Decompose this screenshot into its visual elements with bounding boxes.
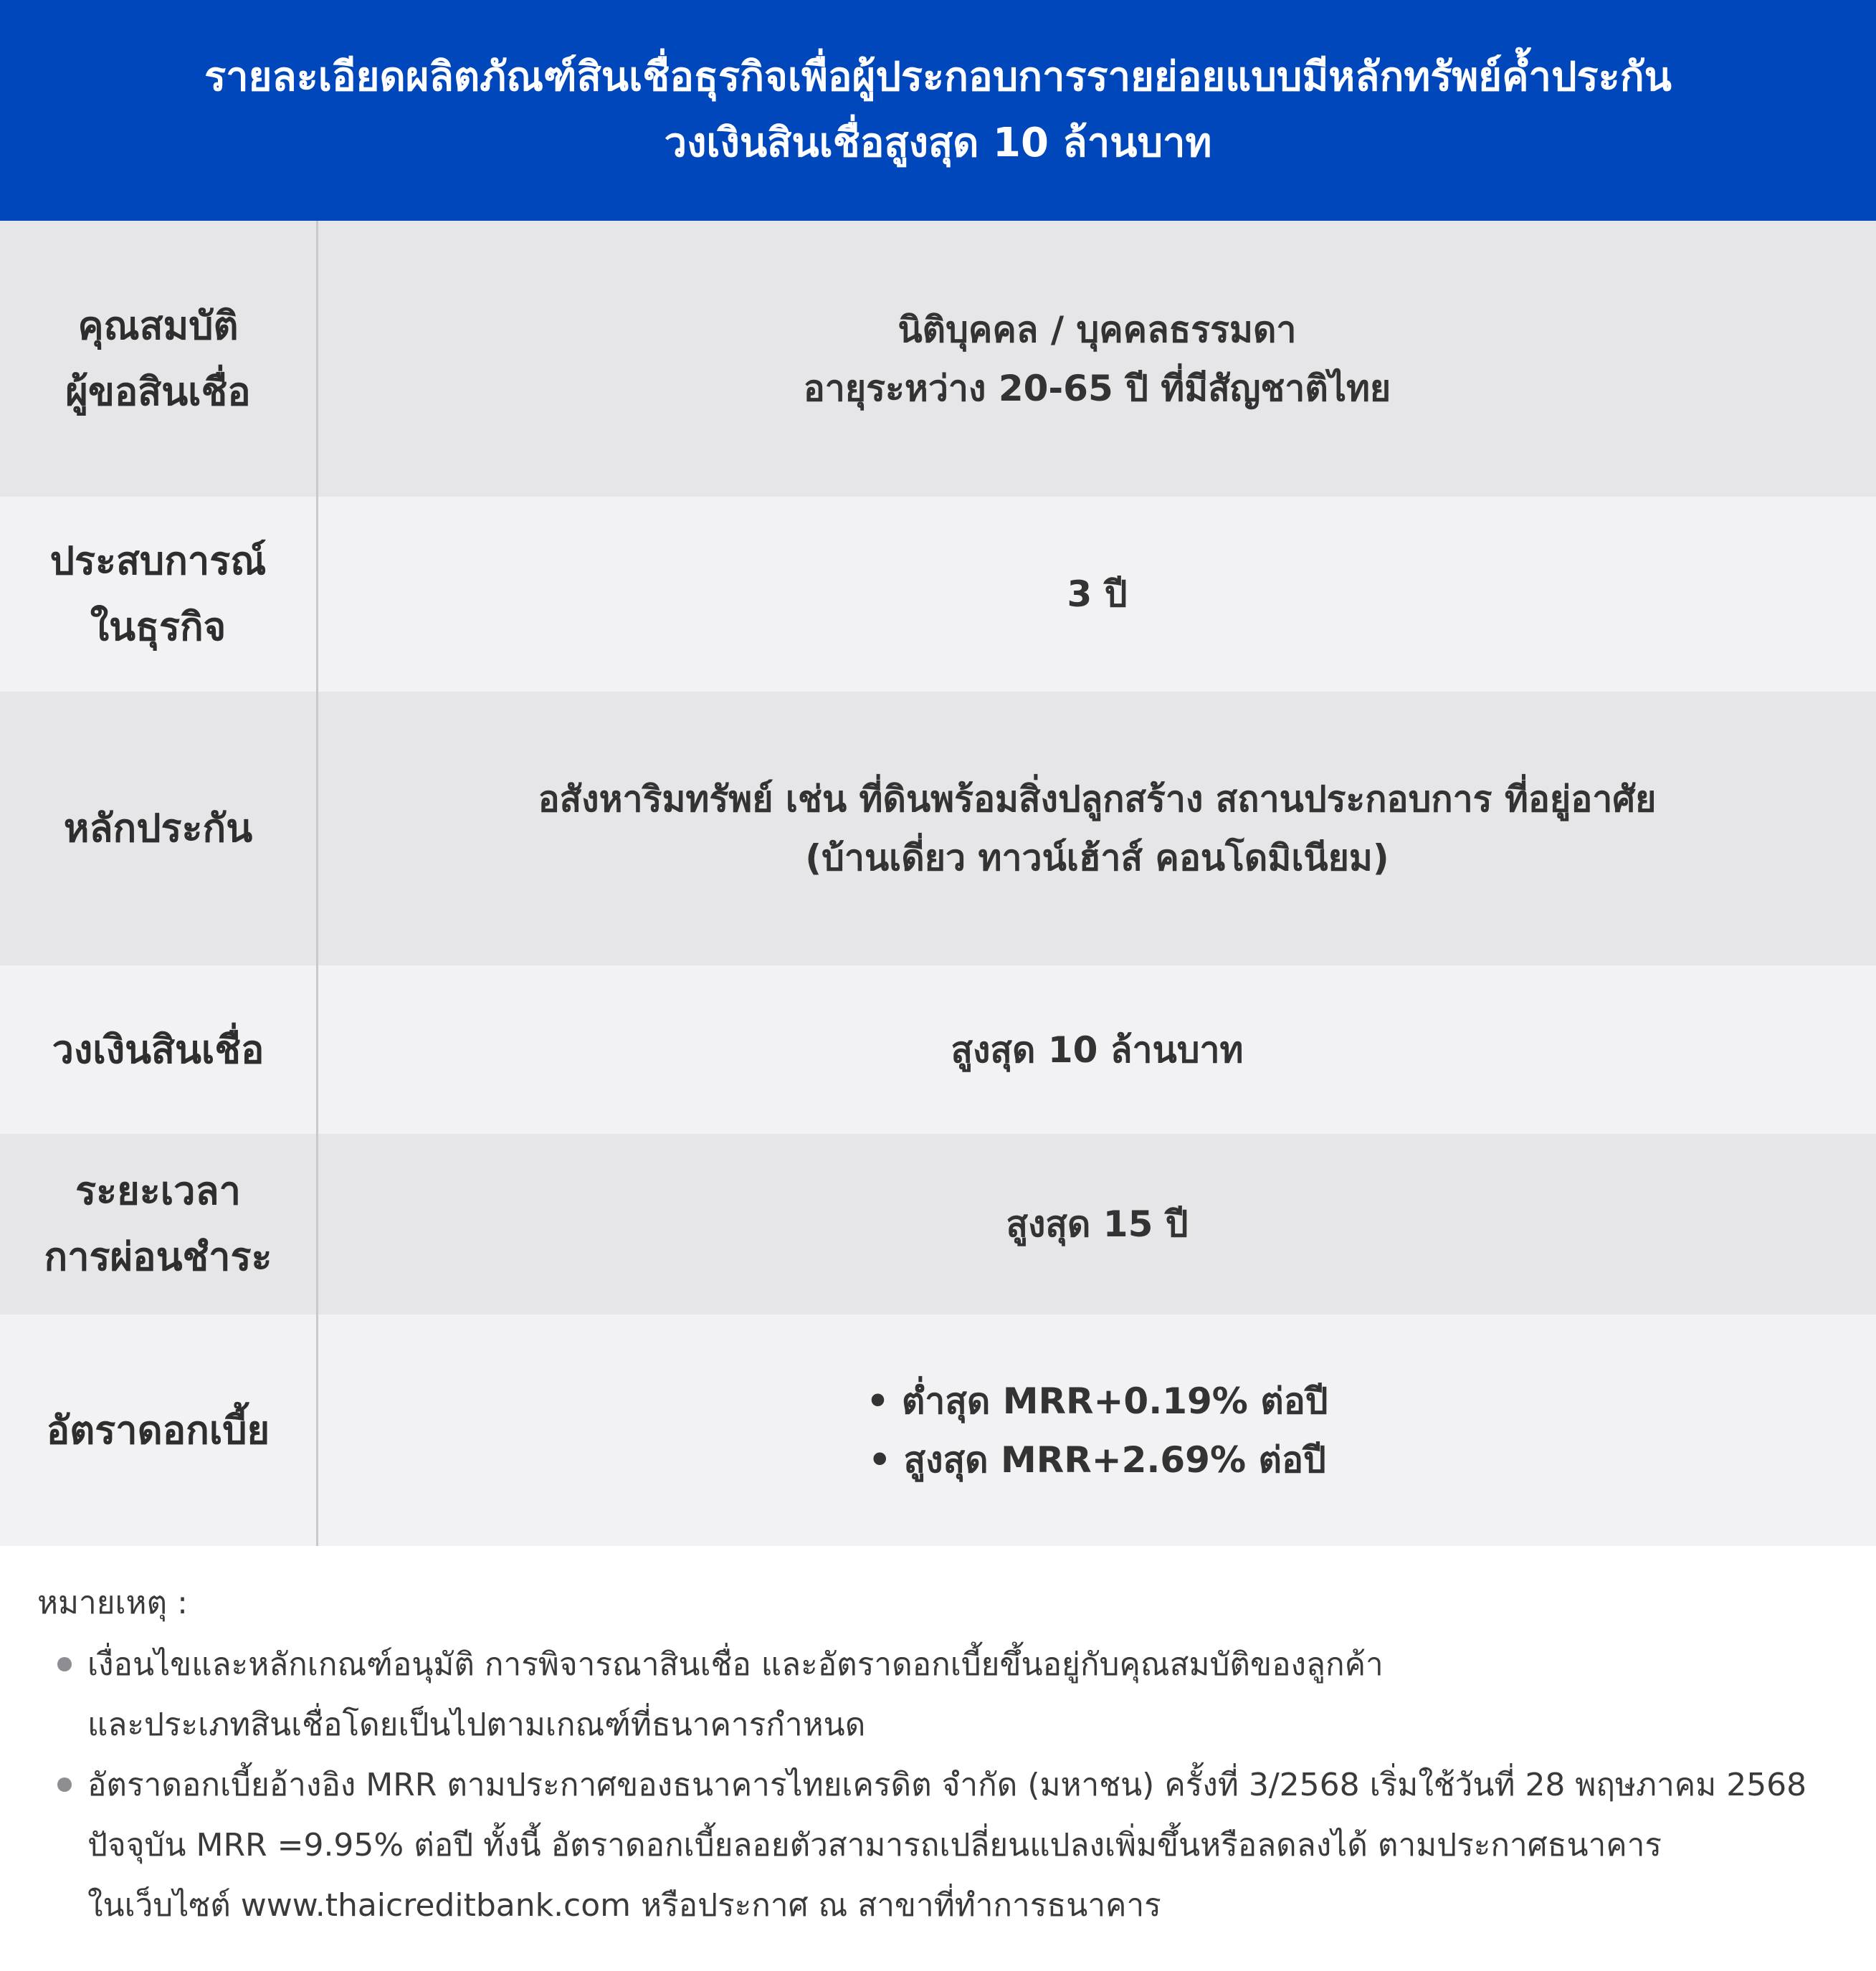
row-label (0, 221, 318, 497)
row-label-line: หลักประกัน (63, 806, 253, 851)
interest-rate-min: • ต่ำสุด MRR+0.19% ต่อปี (866, 1380, 1328, 1422)
row-value-line: อสังหาริมทรัพย์ เช่น ที่ดินพร้อมสิ่งปลูกสร้าง สถานประกอบการ ที่อยู่อาศัย (538, 778, 1657, 820)
product-details-table (0, 221, 1876, 1546)
row-label (0, 1134, 318, 1314)
interest-rate-max: • สูงสุด MRR+2.69% ต่อปี (868, 1438, 1326, 1481)
row-label-line: ระยะเวลา (75, 1168, 241, 1213)
row-label-line: คุณสมบัติ (77, 302, 239, 348)
row-value-line: (บ้านเดี่ยว ทาวน์เฮ้าส์ คอนโดมิเนียม) (805, 837, 1389, 879)
notes-section (37, 1573, 1844, 1936)
table-row-repayment-period (0, 1134, 1876, 1314)
table-row-experience (0, 497, 1876, 692)
bullet-dot-icon (57, 1657, 72, 1671)
row-value (318, 692, 1876, 965)
row-value-line: นิติบุคคล / บุคคลธรรมดา (897, 308, 1297, 350)
row-label (0, 692, 318, 965)
note-line: ปัจจุบัน MRR =9.95% ต่อปี ทั้งนี้ อัตราดอกเบี้ยลอยตัวสามารถเปลี่ยนแปลงเพิ่มขึ้นหรือลดลงได้ ตามประกาศธนาคาร (87, 1827, 1662, 1863)
note-item (37, 1755, 1844, 1936)
row-label-line: ผู้ขอสินเชื่อ (65, 368, 251, 414)
table-row-credit-limit (0, 965, 1876, 1134)
note-line: และประเภทสินเชื่อโดยเป็นไปตามเกณฑ์ที่ธนาคารกำหนด (87, 1707, 866, 1743)
table-row-qualifications (0, 221, 1876, 497)
note-item (37, 1635, 1844, 1755)
page-title-line-1: รายละเอียดผลิตภัณฑ์สินเชื่อธุรกิจเพื่อผู้ประกอบการรายย่อยแบบมีหลักทรัพย์ค้ำประกัน (204, 54, 1672, 100)
row-label-line: วงเงินสินเชื่อ (52, 1026, 265, 1072)
note-line: เงื่อนไขและหลักเกณฑ์อนุมัติ การพิจารณาสินเชื่อ และอัตราดอกเบี้ยขึ้นอยู่กับคุณสมบัติของลูกค้า (87, 1646, 1384, 1683)
row-value-line: สูงสุด 10 ล้านบาท (951, 1029, 1244, 1071)
row-label (0, 1314, 318, 1546)
row-value (318, 965, 1876, 1134)
row-value (318, 497, 1876, 692)
row-label-line: อัตราดอกเบี้ย (46, 1407, 270, 1453)
notes-title: หมายเหตุ : (37, 1585, 188, 1621)
page-header (0, 0, 1876, 221)
bullet-dot-icon (57, 1777, 72, 1792)
row-value (318, 1314, 1876, 1546)
row-value-line: สูงสุด 15 ปี (1006, 1203, 1189, 1245)
table-row-collateral (0, 692, 1876, 965)
row-label (0, 965, 318, 1134)
row-value-line: อายุระหว่าง 20-65 ปี ที่มีสัญชาติไทย (803, 367, 1391, 409)
row-value (318, 221, 1876, 497)
row-value-line: 3 ปี (1067, 573, 1128, 615)
note-line: ในเว็บไซต์ www.thaicreditbank.com หรือประกาศ ณ สาขาที่ทำการธนาคาร (87, 1887, 1161, 1924)
row-label-line: ประสบการณ์ (49, 538, 267, 583)
table-row-interest-rate (0, 1314, 1876, 1546)
note-line: อัตราดอกเบี้ยอ้างอิง MRR ตามประกาศของธนาคารไทยเครดิต จำกัด (มหาชน) ครั้งที่ 3/2568 เริ่มใช้วันที่ 28 พฤษภาคม 2568 (87, 1767, 1807, 1803)
row-label (0, 497, 318, 692)
row-label-line: ในธุรกิจ (90, 604, 227, 649)
page-title-line-2: วงเงินสินเชื่อสูงสุด 10 ล้านบาท (664, 120, 1212, 166)
row-label-line: การผ่อนชำระ (44, 1234, 272, 1279)
row-value (318, 1134, 1876, 1314)
